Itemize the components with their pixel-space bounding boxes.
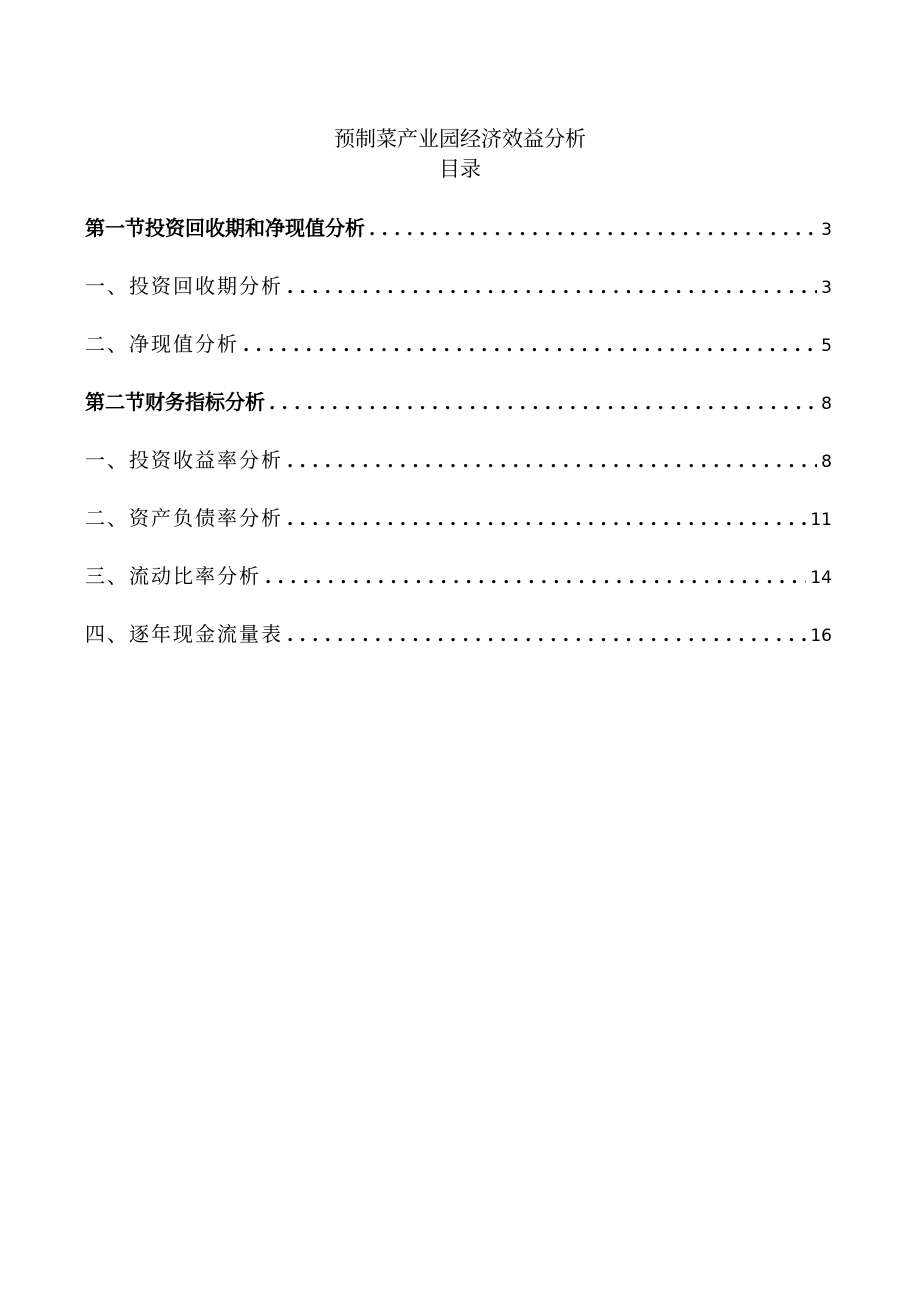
toc-entry-debt-ratio[interactable] [85, 500, 832, 558]
toc-page-number: 8 [821, 452, 832, 472]
toc-entry-label: 第二节财务指标分析 [85, 390, 265, 414]
toc-page-number: 8 [821, 394, 832, 414]
toc-page-number: 16 [810, 626, 832, 646]
toc-dot-leader [287, 618, 806, 654]
toc-page-number: 3 [821, 278, 832, 298]
toc-page-number: 11 [810, 510, 832, 530]
toc-entry-roi[interactable] [85, 442, 832, 500]
toc-dot-leader [269, 386, 817, 422]
toc-dot-leader [287, 270, 817, 306]
toc-dot-leader [287, 444, 817, 480]
toc-dot-leader [265, 560, 806, 596]
toc-page-number: 3 [821, 220, 832, 240]
toc-entry-label: 三、流动比率分析 [85, 564, 261, 588]
toc-entry-cash-flow-table[interactable] [85, 616, 832, 674]
toc-page-number: 5 [821, 336, 832, 356]
toc-entry-section-1[interactable] [85, 210, 832, 268]
toc-dot-leader [243, 328, 817, 364]
toc-entry-label: 四、逐年现金流量表 [85, 622, 283, 646]
toc-heading: 目录 [439, 157, 481, 181]
toc-entry-current-ratio[interactable] [85, 558, 832, 616]
toc-entry-section-2[interactable] [85, 384, 832, 442]
toc-entry-npv[interactable] [85, 326, 832, 384]
toc-entry-label: 一、投资收益率分析 [85, 448, 283, 472]
toc-entry-label: 二、净现值分析 [85, 332, 239, 356]
toc-dot-leader [369, 212, 817, 248]
toc-entry-payback-period[interactable] [85, 268, 832, 326]
toc-dot-leader [287, 502, 806, 538]
toc-page-number: 14 [810, 568, 832, 588]
toc-entry-label: 第一节投资回收期和净现值分析 [85, 216, 365, 240]
toc-entry-label: 一、投资回收期分析 [85, 274, 283, 298]
table-of-contents [85, 210, 832, 674]
toc-entry-label: 二、资产负债率分析 [85, 506, 283, 530]
document-title: 预制菜产业园经济效益分析 [334, 127, 586, 151]
